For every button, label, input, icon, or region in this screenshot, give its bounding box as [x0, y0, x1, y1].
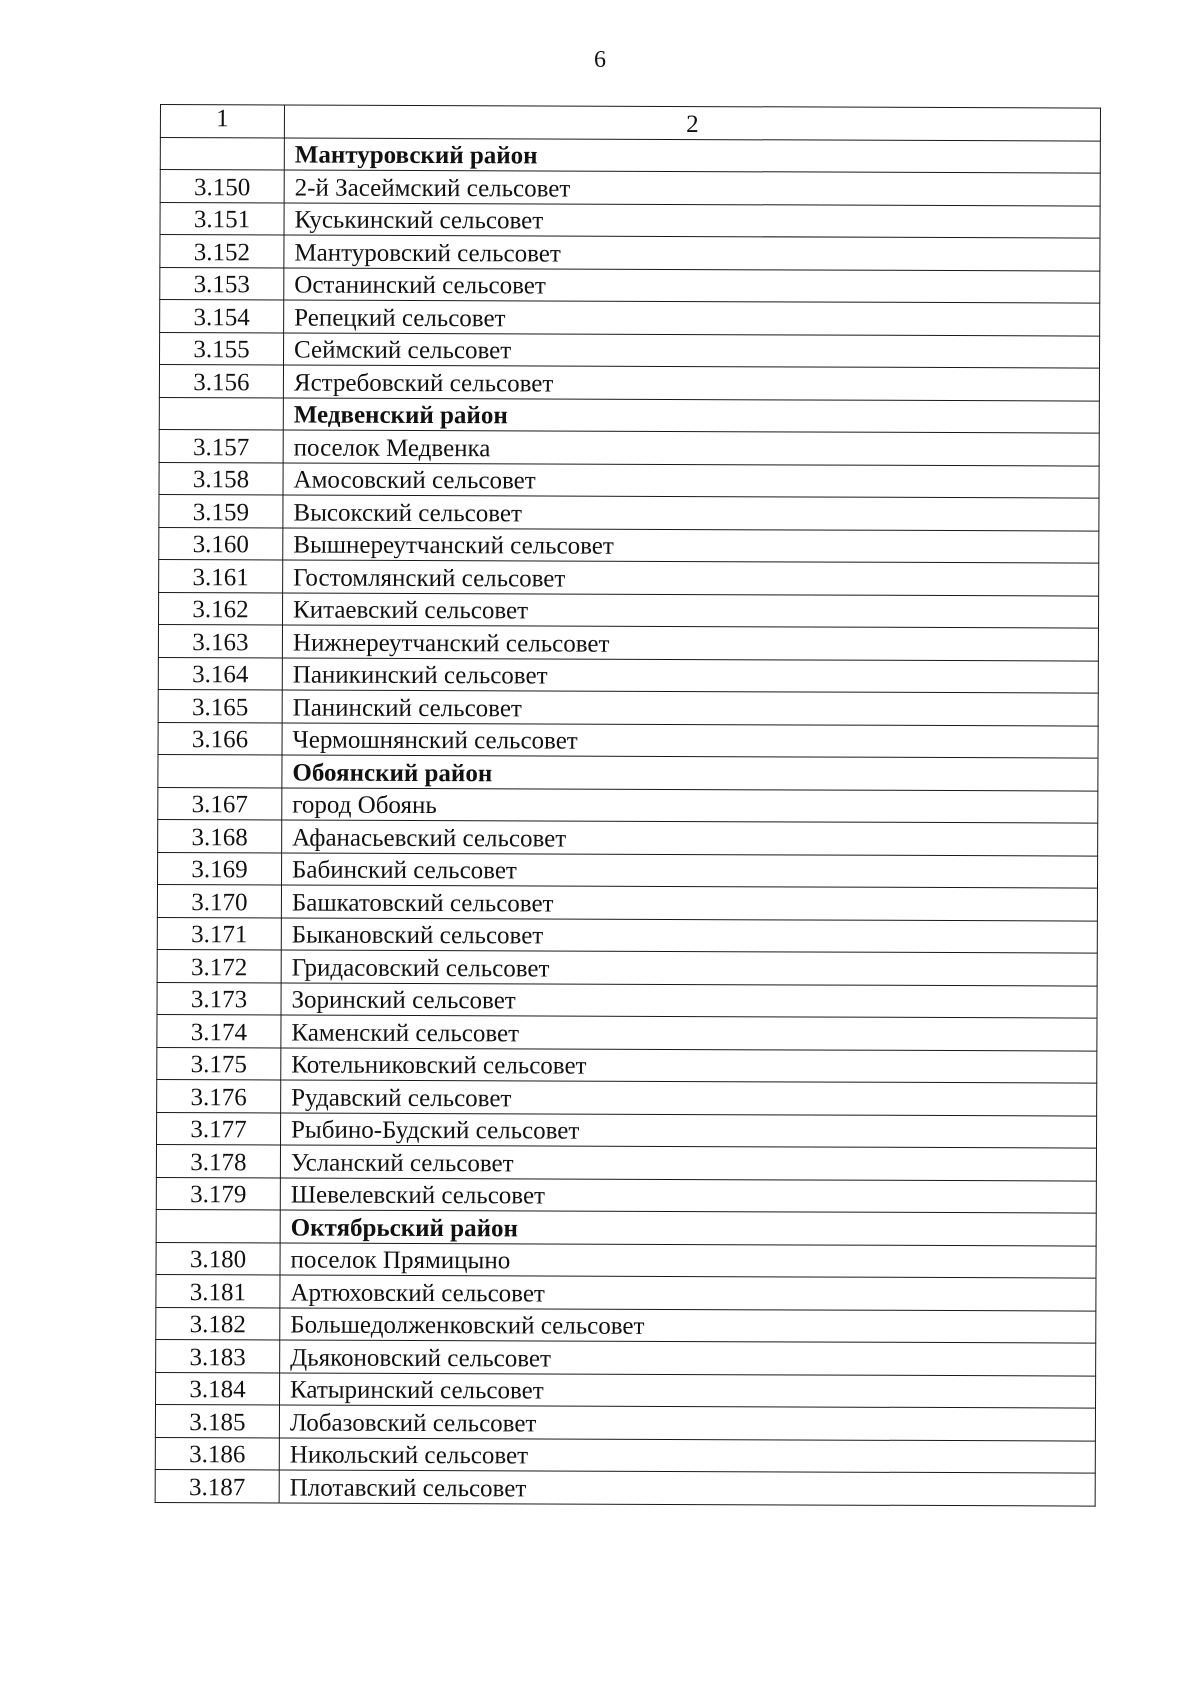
table-row — [159, 559, 1099, 595]
column-header-number: 1 — [160, 105, 284, 138]
municipality-name: Артюховский сельсовет — [280, 1275, 1096, 1311]
table-row — [156, 1274, 1096, 1310]
municipality-name: Куськинский сельсовет — [284, 202, 1100, 238]
table-row — [160, 202, 1100, 238]
municipality-name: Афанасьевский сельсовет — [282, 820, 1098, 856]
municipality-name: Ястребовский сельсовет — [283, 365, 1099, 401]
table-row — [160, 235, 1100, 271]
row-number: 3.182 — [156, 1307, 280, 1340]
row-number: 3.164 — [158, 657, 282, 690]
municipality-name: Вышнереутчанский сельсовет — [283, 527, 1099, 563]
row-number: 3.180 — [156, 1242, 280, 1275]
table-row — [156, 1339, 1096, 1375]
municipality-name: Мантуровский сельсовет — [284, 235, 1100, 271]
municipality-name: поселок Медвенка — [283, 430, 1099, 466]
table-row — [160, 267, 1100, 303]
municipality-name: Нижнереутчанский сельсовет — [282, 625, 1098, 661]
table-row — [159, 494, 1099, 530]
district-heading-row — [156, 1209, 1096, 1245]
municipality-name: Никольский сельсовет — [279, 1437, 1095, 1473]
row-number: 3.169 — [158, 852, 282, 885]
municipality-name: Быкановский сельсовет — [281, 917, 1097, 953]
table-row — [156, 1177, 1096, 1213]
table-row — [157, 1047, 1097, 1083]
table-row — [157, 1112, 1097, 1148]
municipality-name: Гридасовский сельсовет — [281, 950, 1097, 986]
municipality-name: Каменский сельсовет — [281, 1015, 1097, 1051]
municipalities-table — [155, 104, 1101, 1506]
municipality-name: Шевелевский сельсовет — [280, 1177, 1096, 1213]
municipality-name: Панинский сельсовет — [282, 690, 1098, 726]
table-row — [158, 722, 1098, 758]
row-number: 3.167 — [158, 787, 282, 820]
row-number: 3.185 — [155, 1404, 279, 1437]
table-row — [157, 1014, 1097, 1050]
row-number: 3.162 — [159, 592, 283, 625]
table-row — [155, 1469, 1095, 1505]
table-row — [159, 462, 1099, 498]
row-number: 3.165 — [158, 689, 282, 722]
table-row — [159, 365, 1099, 401]
table-row — [155, 1404, 1095, 1440]
table-row — [157, 982, 1097, 1018]
row-number: 3.158 — [159, 462, 283, 495]
table-row — [157, 884, 1097, 920]
row-number — [160, 137, 284, 170]
table-row — [160, 300, 1100, 336]
table-row — [158, 657, 1098, 693]
row-number: 3.157 — [159, 429, 283, 462]
row-number: 3.152 — [160, 235, 284, 268]
district-name: Октябрьский район — [280, 1210, 1096, 1246]
municipality-name: Чермошнянский сельсовет — [282, 722, 1098, 758]
table-row — [157, 917, 1097, 953]
row-number — [159, 397, 283, 430]
district-heading-row — [158, 754, 1098, 790]
table-row — [158, 624, 1098, 660]
municipality-name: Амосовский сельсовет — [283, 462, 1099, 498]
table-row — [158, 819, 1098, 855]
table-row — [158, 852, 1098, 888]
municipality-name: поселок Прямицыно — [280, 1242, 1096, 1278]
table-row — [159, 527, 1099, 563]
column-header-name: 2 — [284, 105, 1100, 141]
table-row — [159, 332, 1099, 368]
row-number — [156, 1209, 280, 1242]
municipality-name: Плотавский сельсовет — [279, 1470, 1095, 1506]
row-number: 3.156 — [159, 365, 283, 398]
municipality-name: Усланский сельсовет — [280, 1145, 1096, 1181]
table-row — [160, 170, 1100, 206]
municipality-name: город Обоянь — [282, 787, 1098, 823]
table-row — [157, 1079, 1097, 1115]
row-number: 3.186 — [155, 1437, 279, 1470]
row-number: 3.166 — [158, 722, 282, 755]
table-body — [155, 137, 1100, 1506]
district-heading-row — [160, 137, 1100, 173]
municipality-name: Лобазовский сельсовет — [279, 1405, 1095, 1441]
municipality-name: Китаевский сельсовет — [283, 592, 1099, 628]
table-row — [158, 689, 1098, 725]
row-number: 3.173 — [157, 982, 281, 1015]
row-number — [158, 754, 282, 787]
page-number: 6 — [594, 47, 606, 73]
municipality-name: Катыринский сельсовет — [280, 1372, 1096, 1408]
municipality-name: Сеймский сельсовет — [283, 332, 1099, 368]
municipality-name: Репецкий сельсовет — [284, 300, 1100, 336]
row-number: 3.177 — [157, 1112, 281, 1145]
row-number: 3.154 — [160, 300, 284, 333]
row-number: 3.175 — [157, 1047, 281, 1080]
table-row — [157, 949, 1097, 985]
row-number: 3.155 — [159, 332, 283, 365]
row-number: 3.170 — [157, 884, 281, 917]
row-number: 3.151 — [160, 202, 284, 235]
municipality-name: Большедолженковский сельсовет — [280, 1307, 1096, 1343]
municipality-name: Паникинский сельсовет — [282, 657, 1098, 693]
municipality-name: Бабинский сельсовет — [282, 852, 1098, 888]
row-number: 3.171 — [157, 917, 281, 950]
row-number: 3.184 — [156, 1372, 280, 1405]
municipality-name: Рудавский сельсовет — [281, 1080, 1097, 1116]
row-number: 3.179 — [156, 1177, 280, 1210]
row-number: 3.150 — [160, 170, 284, 203]
row-number: 3.168 — [158, 819, 282, 852]
row-number: 3.153 — [160, 267, 284, 300]
municipality-name: Гостомлянский сельсовет — [283, 560, 1099, 596]
district-name: Обоянский район — [282, 755, 1098, 791]
row-number: 3.181 — [156, 1274, 280, 1307]
municipality-name: Дьяконовский сельсовет — [280, 1340, 1096, 1376]
row-number: 3.160 — [159, 527, 283, 560]
row-number: 3.183 — [156, 1339, 280, 1372]
row-number: 3.159 — [159, 494, 283, 527]
table-row — [158, 787, 1098, 823]
district-name: Медвенский район — [283, 397, 1099, 433]
municipality-name: Высокский сельсовет — [283, 495, 1099, 531]
table-row — [156, 1144, 1096, 1180]
district-heading-row — [159, 397, 1099, 433]
table-row — [159, 429, 1099, 465]
table-row — [156, 1307, 1096, 1343]
row-number: 3.178 — [156, 1144, 280, 1177]
row-number: 3.174 — [157, 1014, 281, 1047]
table-row — [156, 1242, 1096, 1278]
municipality-name: Останинский сельсовет — [284, 267, 1100, 303]
row-number: 3.187 — [155, 1469, 279, 1502]
row-number: 3.163 — [158, 624, 282, 657]
district-name: Мантуровский район — [284, 137, 1100, 173]
row-number: 3.172 — [157, 949, 281, 982]
municipality-name: Котельниковский сельсовет — [281, 1047, 1097, 1083]
table-row — [155, 1437, 1095, 1473]
municipality-name: Башкатовский сельсовет — [281, 885, 1097, 921]
municipality-name: 2-й Засеймский сельсовет — [284, 170, 1100, 206]
table-header-row — [160, 105, 1100, 141]
row-number: 3.161 — [159, 559, 283, 592]
row-number: 3.176 — [157, 1079, 281, 1112]
municipality-name: Рыбино-Будский сельсовет — [281, 1112, 1097, 1148]
municipality-name: Зоринский сельсовет — [281, 982, 1097, 1018]
table-row — [156, 1372, 1096, 1408]
table-row — [159, 592, 1099, 628]
